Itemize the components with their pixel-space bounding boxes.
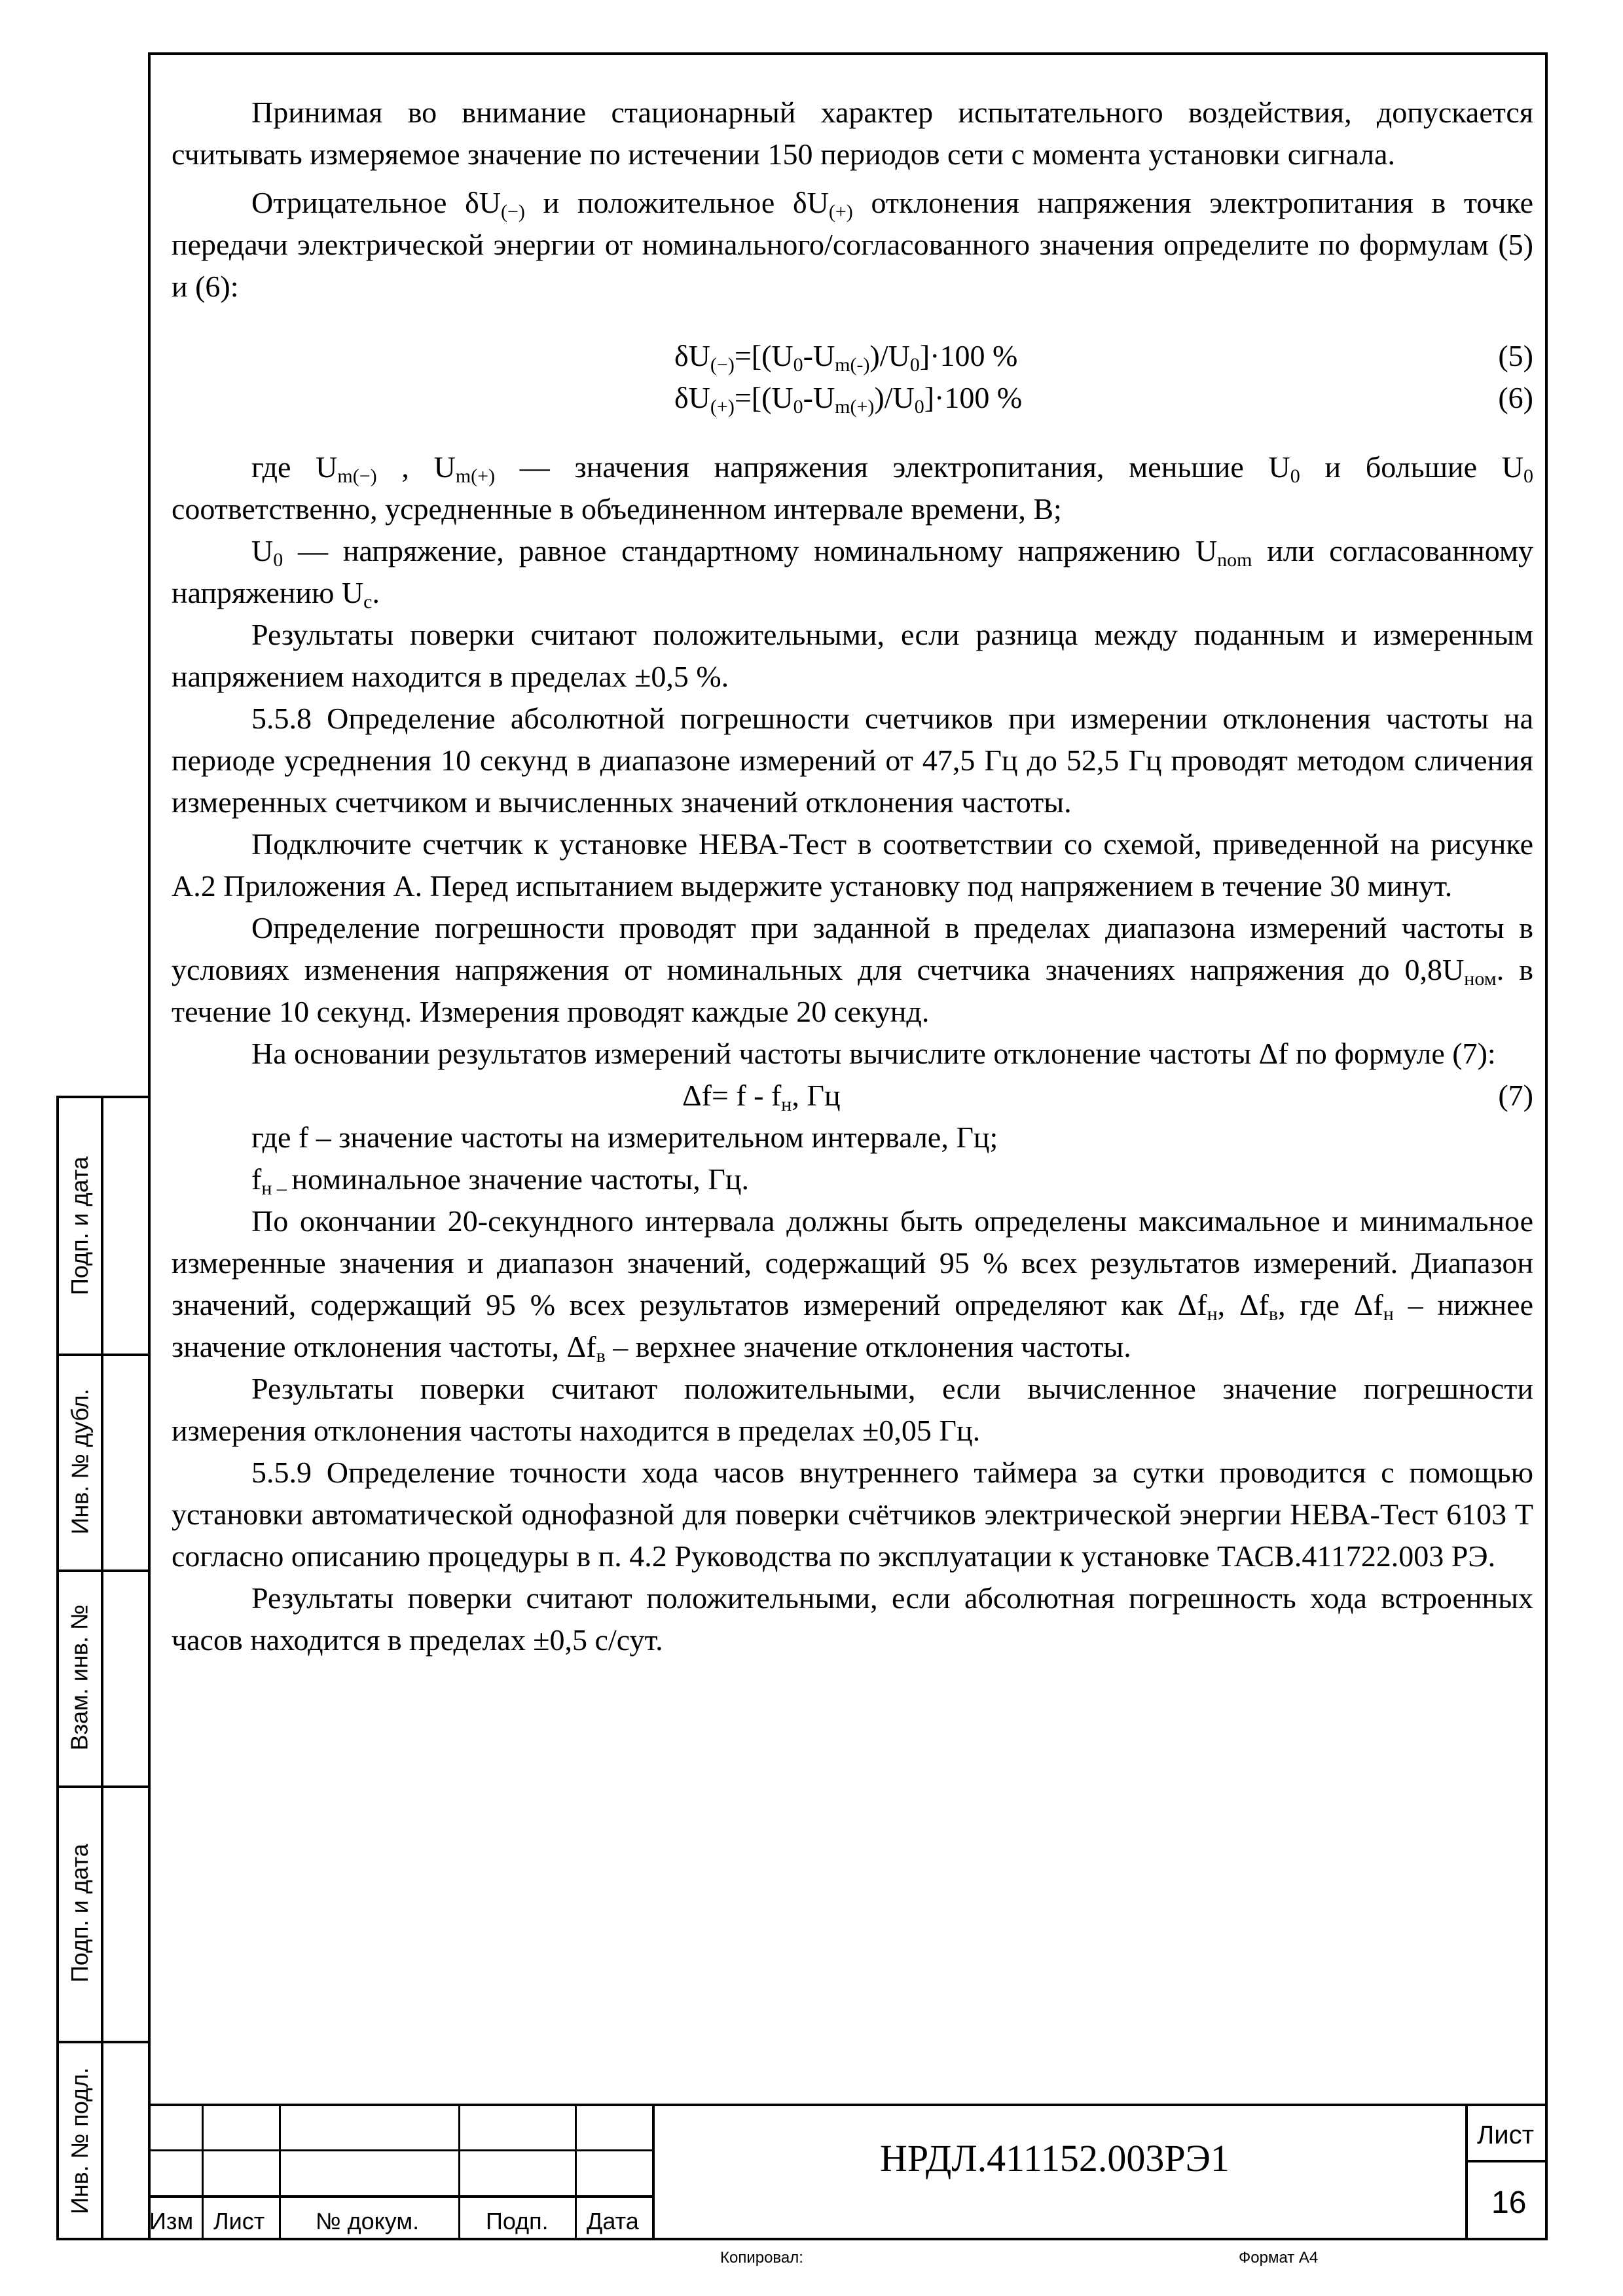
sheet-number: 16 [1491,2185,1527,2220]
formula-6: $\delta U_{(+)}=[(U_0-U_{m(+)})/U_0]\cdot 100$ % (6) [172,377,1533,419]
paragraph: Подключите счетчик к установке НЕВА-Тест в соответствии со схемой, приведенной на рисунке А.2 Приложения А. Перед испытанием выдержите установку под напряжением в течение 30 минут. [172,827,1533,903]
col-doc-label: № докум. [316,2208,420,2234]
title-block [148,2104,1548,2240]
paragraph: где f – значение частоты на измерительном интервале, Гц; [251,1121,998,1154]
formula-number: (6) [1498,381,1533,414]
paragraph: Результаты поверки считают положительными, если абсолютная погрешность хода встроенных часов находится в пределах ±0,5 с/сут. [172,1581,1533,1657]
paragraph: Отрицательное $\delta U_{(-)}$ и положительное $\delta U_{(+)}$ отклонения напряжения электропитания в точке передачи электрической энергии от номинального/согласованного значения определите по формулам (5) и (6): [172,186,1533,303]
stamp-sign-date-1: Подп. и дата [66,1156,93,1296]
col-sign-label: Подп. [486,2208,549,2234]
col-sheet-label: Лист [213,2208,265,2234]
paragraph: Результаты поверки считают положительными, если вычисленное значение погрешности измерения отклонения частоты находится в пределах ±0,05 Гц. [172,1372,1533,1447]
paragraph: На основании результатов измерений частоты вычислите отклонение частоты Δf по формуле (7): [251,1037,1496,1070]
stamp-inv-dup: Инв. № дубл. [66,1388,93,1535]
stamp-replace-inv: Взам. инв. № [66,1604,93,1751]
stamp-sign-date-2: Подп. и дата [66,1843,93,1983]
paragraph: По окончании 20-секундного интервала должны быть определены максимальное и минимальное измеренные значения и диапазон значений, содержащий 95 % всех результатов измерений. Диапазон значений, содержащий 95 % всех результатов измерений определяют как $\Delta f_н$, $\Delta f_в$, где $\Delta f_н$ – нижнее значение отклонения частоты, $\Delta f_в$ – верхнее значение отклонения частоты. [172,1204,1534,1367]
col-change-label: Изм [149,2208,194,2234]
formula-number: (5) [1498,339,1533,372]
formula-5: $\delta U_{(-)}=[(U_0-U_{m(-)})/U_0]\cdot 100$ % (5) [172,335,1533,377]
footer-format: Формат А4 [1239,2249,1319,2267]
col-date-label: Дата [587,2208,639,2234]
footer-copied: Копировал: [720,2249,803,2267]
paragraph: $U_0$ — напряжение, равное стандартному номинальному напряжению $U_{nom}$ или согласованному напряжению $U_c$. [172,534,1533,613]
document-body [172,92,1533,1661]
paragraph: где $U_{m(-)}$ , $U_{m(+)}$ — значения напряжения электропитания, меньшие $U_0$ и большие $U_0$ соответственно, усредненные в объединенном интервале времени, В; [172,450,1533,526]
paragraph: Принимая во внимание стационарный характер испытательного воздействия, допускается считывать измеряемое значение по истечении 150 периодов сети с момента установки сигнала. [172,96,1533,171]
paragraph: 5.5.8 Определение абсолютной погрешности счетчиков при измерении отклонения частоты на периоде усреднения 10 секунд в диапазоне измерений от 47,5 Гц до 52,5 Гц проводят методом сличения измеренных счетчиком и вычисленных значений отклонения частоты. [172,702,1533,819]
formula-number: (7) [1498,1079,1533,1112]
margin-stamp [56,1096,151,2240]
paragraph: $f_{н -}$ номинальное значение частоты, Гц. [251,1162,749,1199]
paragraph: Определение погрешности проводят при заданной в пределах диапазона измерений частоты в условиях изменения напряжения от номинальных для счетчика значениях напряжения до $0,8U_{ном}$. в течение 10 секунд. Измерения проводят каждые 20 секунд. [172,911,1533,1028]
document-number: НРДЛ.411152.003РЭ1 [880,2137,1230,2179]
paragraph: 5.5.9 Определение точности хода часов внутреннего таймера за сутки проводится с помощью установки автоматической однофазной для поверки счётчиков электрической энергии НЕВА-Тест 6103 Т согласно описанию процедуры в п. 4.2 Руководства по эксплуатации к установке ТАСВ.411722.003 РЭ. [172,1456,1533,1573]
stamp-inv-orig: Инв. № подл. [66,2067,93,2214]
paragraph: Результаты поверки считают положительными, если разница между поданным и измеренным напряжением находится в пределах ±0,5 %. [172,618,1533,693]
formula-7: $\Delta f= f - f_н$, Гц (7) [172,1075,1533,1117]
sheet-label: Лист [1477,2121,1534,2149]
